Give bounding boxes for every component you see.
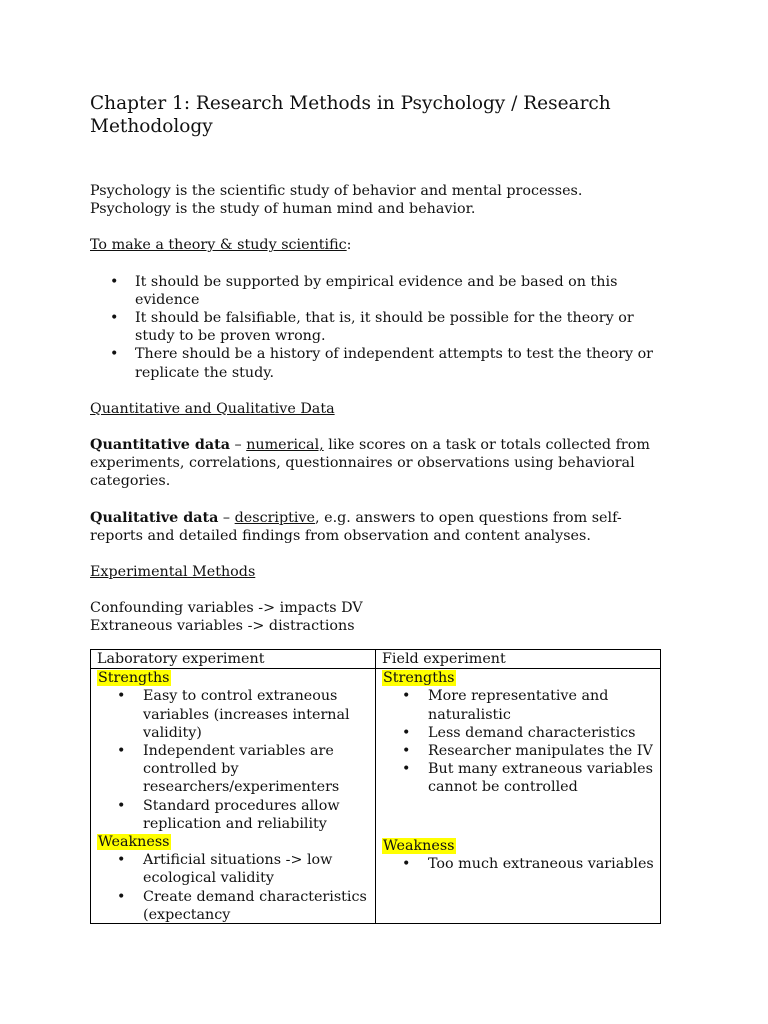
list-item: • More representative and naturalistic — [382, 687, 654, 723]
list-item: • Artificial situations -> low ecological validity — [97, 851, 369, 887]
quantitative-dash: – — [229, 437, 247, 454]
list-item: • Too much extraneous variables — [382, 855, 654, 873]
theory-heading-line — [90, 236, 670, 254]
qualitative-description: , e.g. answers to open questions from self-reports and detailed findings from observation and content analyses. — [90, 509, 622, 544]
field-weakness-label: Weakness — [383, 837, 455, 854]
quantitative-description: like scores on a task or totals collected from experiments, correlations, questionnaires or observations using behavioral categories. — [90, 437, 650, 490]
field-experiment-cell — [376, 669, 661, 924]
list-item: • Researcher manipulates the IV — [382, 742, 654, 760]
experiment-comparison-table — [90, 649, 661, 924]
field-experiment-header: Field experiment — [376, 650, 661, 669]
lab-weakness-label: Weakness — [98, 834, 170, 851]
field-weakness-list — [382, 855, 654, 873]
table-row — [91, 669, 661, 924]
quantitative-term: Quantitative data — [90, 437, 230, 454]
list-item: • Easy to control extraneous variables (increases internal validity) — [97, 687, 369, 742]
list-item: • Standard procedures allow replication and reliability — [97, 797, 369, 833]
field-strengths-label: Strengths — [383, 670, 455, 687]
table-header-row — [91, 650, 661, 669]
lab-experiment-header: Laboratory experiment — [91, 650, 376, 669]
intro-line-2: Psychology is the study of human mind and behavior. — [90, 201, 476, 218]
lab-weakness-list — [97, 851, 369, 923]
confounding-variables-line: Confounding variables -> impacts DV — [90, 600, 363, 617]
list-item: • There should be a history of independent attempts to test the theory or replicate the study. — [90, 345, 670, 381]
theory-heading: To make a theory & study scientific — [90, 237, 347, 254]
list-item: • It should be supported by empirical evidence and be based on this evidence — [90, 273, 670, 309]
theory-bullet-list — [90, 273, 670, 382]
data-section-heading: Quantitative and Qualitative Data — [90, 400, 335, 417]
quantitative-keyword: numerical, — [246, 437, 324, 454]
lab-experiment-cell — [91, 669, 376, 924]
list-item: • Independent variables are controlled by researchers/experimenters — [97, 742, 369, 797]
intro-line-1: Psychology is the scientific study of behavior and mental processes. — [90, 183, 583, 199]
quantitative-definition — [90, 436, 670, 491]
qualitative-dash: – — [218, 509, 235, 526]
chapter-title: Chapter 1: Research Methods in Psychology / Research Methodology — [90, 93, 611, 137]
lab-strengths-list — [97, 687, 369, 833]
list-item: • But many extraneous variables cannot be controlled — [382, 760, 654, 796]
experimental-methods-heading: Experimental Methods — [90, 564, 256, 581]
list-item: • It should be falsifiable, that is, it should be possible for the theory or study to be proven wrong. — [90, 309, 670, 345]
qualitative-keyword: descriptive — [234, 509, 316, 526]
theory-heading-colon: : — [346, 237, 352, 254]
field-strengths-list — [382, 687, 654, 796]
list-item: • Less demand characteristics — [382, 724, 654, 742]
document-page — [90, 92, 670, 636]
lab-strengths-label: Strengths — [98, 670, 170, 687]
list-item: • Create demand characteristics (expectancy — [97, 888, 369, 924]
extraneous-variables-line: Extraneous variables -> distractions — [90, 618, 355, 635]
qualitative-definition — [90, 509, 670, 545]
qualitative-term: Qualitative data — [90, 509, 219, 526]
